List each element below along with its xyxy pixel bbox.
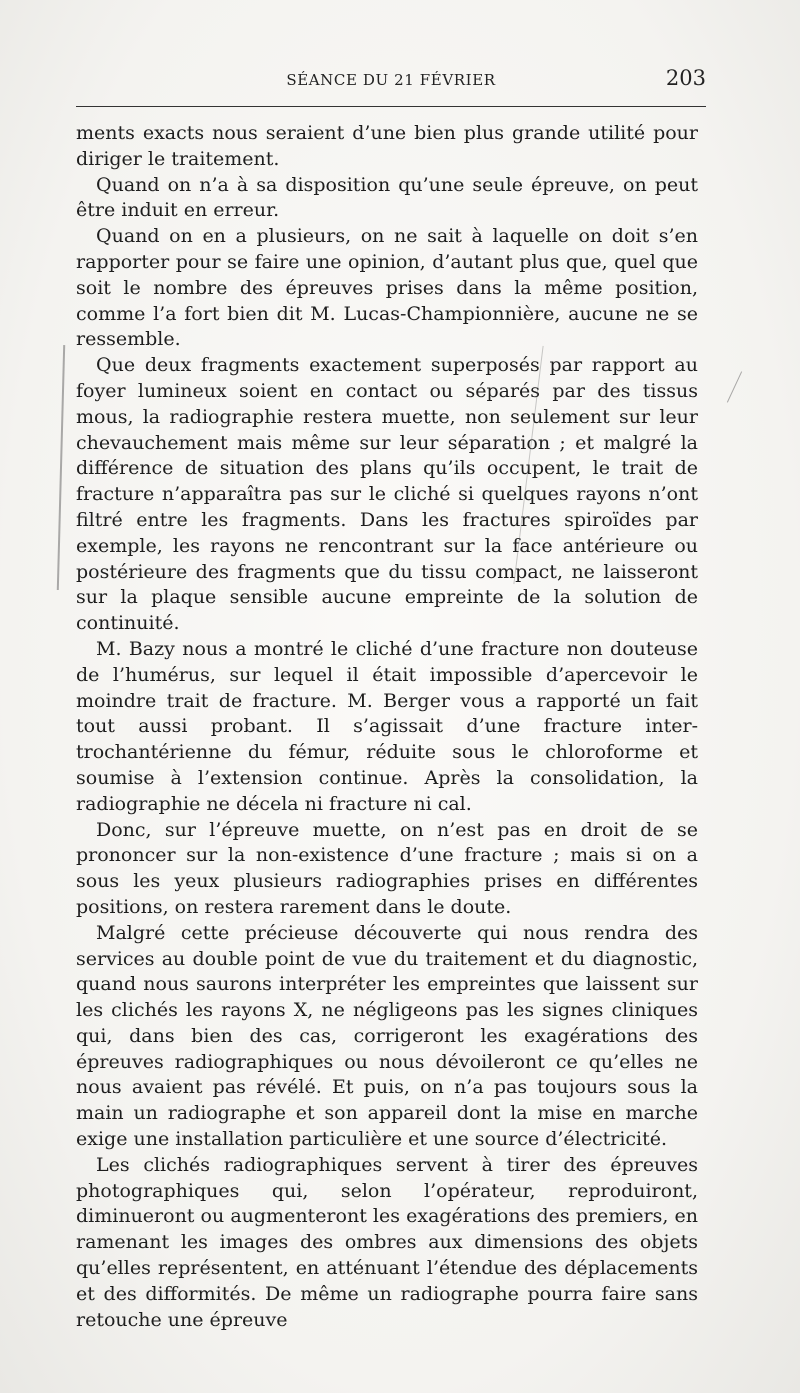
- paragraph-7: Malgré cette précieuse découverte qui nous rendra des services au double point de vue du traitement et du diagnostic, quand nous saurons interpréter les empreintes que laissent sur les clichés les rayons X, ne négligeons pas les signes cliniques qui, dans bien des cas, corrigeront les exagérations des épreuves radiographiques ou nous dévoileront ce qu’elles ne nous avaient pas révélé. Et puis, on n’a pas toujours sous la main un radiographe et son appareil dont la mise en marche exige une installation particulière et une source d’électricité.: [76, 921, 698, 1151]
- paragraph-6: Donc, sur l’épreuve muette, on n’est pas en droit de se prononcer sur la non-existence d’une fracture ; mais si on a sous les yeux plusieurs radiographies prises en différentes positions, on restera rarement dans le doute.: [76, 818, 698, 918]
- paragraph-2: Quand on n’a à sa disposition qu’une seule épreuve, on peut être induit en erreur.: [76, 173, 698, 222]
- paragraph-4: Que deux fragments exactement superposés par rapport au foyer lumineux soient en contact ou séparés par des tissus mous, la radiographie restera muette, non seulement sur leur chevauchement mais même sur leur séparation ; et malgré la différence de situation des plans qu’ils occupent, le trait de fracture n’apparaîtra pas sur le cliché si quelques rayons n’ont filtré entre les fragments. Dans les fractures spiroïdes par exemple, les rayons ne rencontrant sur la face antérieure ou postérieure des fragments que du tissu compact, ne laisseront sur la plaque sensible aucune empreinte de la solution de continuité.: [76, 354, 698, 635]
- running-title: SÉANCE DU 21 FÉVRIER: [286, 71, 496, 89]
- margin-pencil-tick-right: [727, 371, 742, 402]
- paragraph-1: ments exacts nous seraient d’une bien plus grande utilité pour diriger le traitement.: [76, 122, 698, 170]
- paragraph-8: Les clichés radiographiques servent à tirer des épreuves photographiques qui, selon l’opérateur, reproduiront, diminueront ou augmenteront les exagérations des premiers, en ramenant les images des ombres aux dimensions des objets qu’elles représentent, en atténuant l’étendue des déplacements et des difformités. De même un radiographe pourra faire sans retouche une épreuve: [76, 1153, 698, 1331]
- body-text: [76, 121, 698, 1333]
- page-number: 203: [665, 66, 706, 90]
- header-rule: [76, 106, 706, 107]
- paragraph-5: M. Bazy nous a montré le cliché d’une fracture non douteuse de l’humérus, sur lequel il était impossible d’apercevoir le moindre trait de fracture. M. Berger vous a rapporté un fait tout aussi probant. Il s’agissait d’une fracture inter-trochantérienne du fémur, réduite sous le chloroforme et soumise à l’extension continue. Après la consolidation, la radiographie ne décela ni fracture ni cal.: [76, 637, 698, 815]
- paragraph-3: Quand on en a plusieurs, on ne sait à laquelle on doit s’en rapporter pour se faire une opinion, d’autant plus que, quel que soit le nombre des épreuves prises dans la même position, comme l’a fort bien dit M. Lucas-Championnière, aucune ne se ressemble.: [76, 225, 698, 351]
- margin-pencil-line-left: [57, 345, 65, 590]
- running-header: [76, 64, 706, 94]
